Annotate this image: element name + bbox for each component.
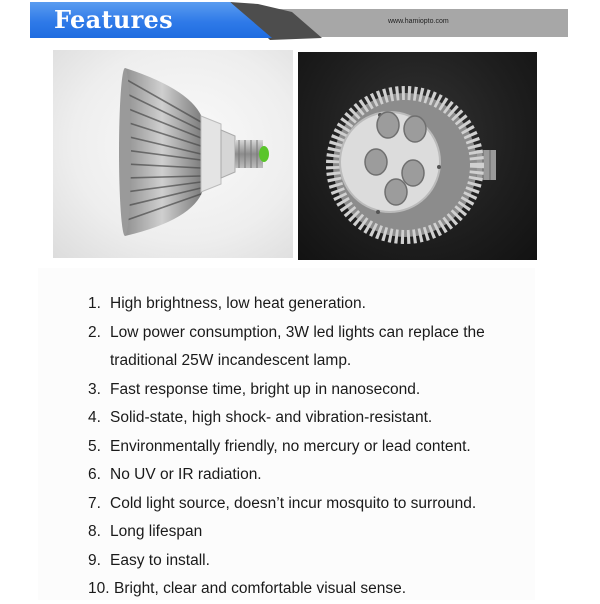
banner-title: Features [54, 5, 173, 34]
feature-item [88, 461, 485, 490]
product-photo-front [298, 52, 537, 260]
feature-item [88, 376, 485, 405]
feature-item [88, 575, 485, 604]
feature-item [88, 547, 485, 576]
feature-item [88, 290, 485, 319]
feature-number: 4. [88, 409, 101, 426]
feature-number: 5. [88, 437, 101, 455]
feature-item [88, 404, 485, 433]
feature-text: Environmentally friendly, no mercury or lead content. [110, 437, 471, 455]
feature-number: 1. [88, 295, 101, 312]
feature-text: Fast response time, bright up in nanosecond. [110, 380, 421, 398]
feature-number: 3. [88, 380, 101, 398]
feature-text: Long lifespan [110, 523, 203, 540]
bulb-front-illustration [298, 52, 537, 260]
feature-number: 2. [88, 323, 101, 341]
feature-number: 6. [88, 466, 101, 483]
feature-number: 7. [88, 494, 101, 512]
feature-text: traditional 25W incandescent lamp. [110, 352, 352, 369]
bulb-side-illustration [53, 50, 293, 258]
feature-item-continuation [88, 347, 485, 376]
feature-number: 8. [88, 523, 101, 540]
product-photo-side [53, 50, 293, 258]
feature-item [88, 319, 485, 348]
website-url: www.hamiopto.com [388, 18, 449, 25]
feature-text: High brightness, low heat generation. [110, 295, 366, 312]
feature-number: 9. [88, 551, 101, 569]
feature-item [88, 433, 485, 462]
feature-text: Low power consumption, 3W led lights can replace the [110, 323, 485, 341]
feature-item [88, 518, 485, 547]
feature-item [88, 490, 485, 519]
features-banner [30, 2, 570, 40]
feature-text: No UV or IR radiation. [110, 466, 262, 483]
feature-text: Bright, clear and comfortable visual sense. [114, 580, 407, 597]
feature-text: Solid-state, high shock- and vibration-resistant. [110, 409, 433, 426]
feature-list [88, 290, 485, 604]
feature-text: Cold light source, doesn’t incur mosquito to surround. [110, 494, 477, 512]
feature-text: Easy to install. [110, 551, 210, 569]
feature-number: 10. [88, 580, 110, 597]
